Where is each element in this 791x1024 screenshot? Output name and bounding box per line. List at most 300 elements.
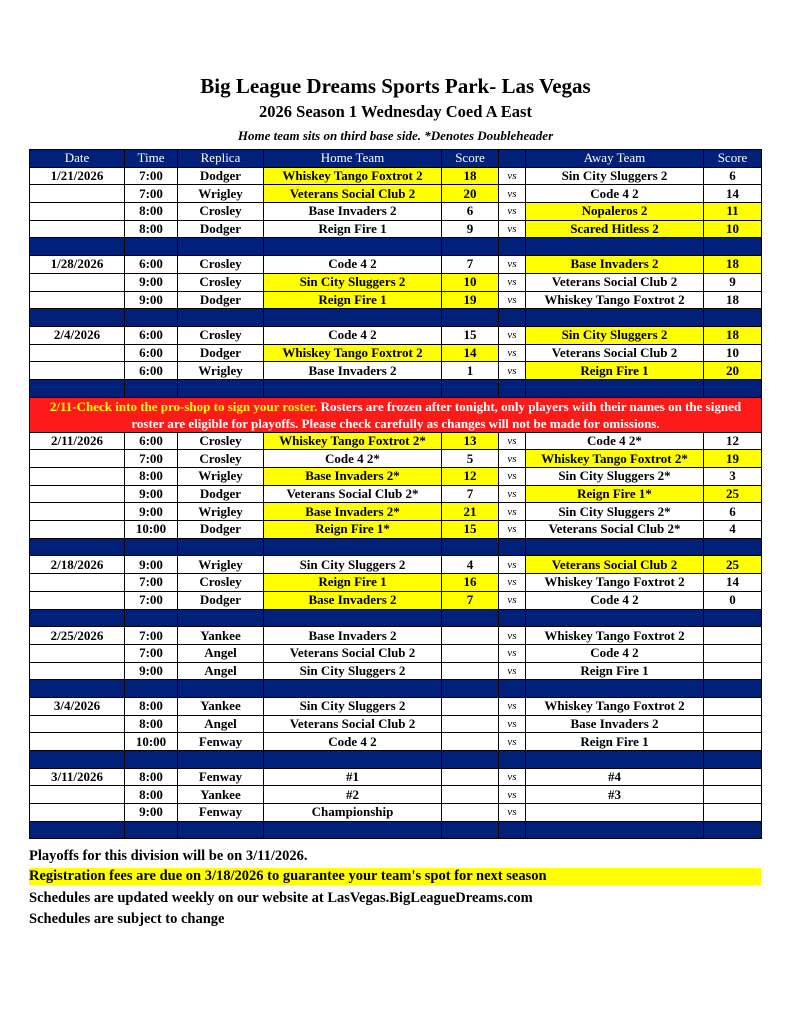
game-date-cell — [30, 362, 125, 380]
separator-cell — [30, 238, 125, 256]
game-time-cell: 7:00 — [125, 167, 178, 185]
separator-cell — [125, 238, 178, 256]
game-time-cell: 10:00 — [125, 521, 178, 539]
away-team-cell: Whiskey Tango Foxtrot 2* — [526, 450, 704, 468]
week-separator — [30, 609, 762, 627]
away-score-cell: 18 — [704, 291, 762, 309]
vs-cell: vs — [499, 326, 526, 344]
separator-cell — [125, 751, 178, 769]
vs-cell: vs — [499, 432, 526, 450]
separator-cell — [30, 379, 125, 397]
schedule-body — [30, 167, 762, 839]
game-date-cell: 3/11/2026 — [30, 768, 125, 786]
game-date-cell — [30, 521, 125, 539]
game-time-cell: 8:00 — [125, 768, 178, 786]
home-score-cell: 7 — [442, 485, 499, 503]
home-score-cell: 15 — [442, 326, 499, 344]
vs-cell: vs — [499, 291, 526, 309]
home-team-cell: Whiskey Tango Foxtrot 2 — [264, 344, 442, 362]
game-time-cell: 10:00 — [125, 733, 178, 751]
game-time-cell: 9:00 — [125, 273, 178, 291]
game-time-cell: 8:00 — [125, 220, 178, 238]
vs-cell: vs — [499, 273, 526, 291]
table-row — [30, 733, 762, 751]
home-score-cell: 9 — [442, 220, 499, 238]
replica-field-cell: Yankee — [178, 786, 264, 804]
week-separator — [30, 379, 762, 397]
replica-field-cell: Fenway — [178, 733, 264, 751]
separator-cell — [499, 680, 526, 698]
separator-cell — [178, 379, 264, 397]
replica-field-cell: Crosley — [178, 326, 264, 344]
away-score-cell: 3 — [704, 468, 762, 486]
roster-notice-row — [30, 397, 762, 432]
vs-cell: vs — [499, 644, 526, 662]
home-team-cell: Reign Fire 1 — [264, 220, 442, 238]
away-team-cell: Scared Hitless 2 — [526, 220, 704, 238]
separator-cell — [442, 821, 499, 839]
separator-cell — [264, 309, 442, 327]
away-team-cell: Base Invaders 2 — [526, 715, 704, 733]
separator-cell — [30, 538, 125, 556]
separator-cell — [499, 538, 526, 556]
vs-cell: vs — [499, 627, 526, 645]
separator-cell — [442, 309, 499, 327]
away-score-cell: 0 — [704, 591, 762, 609]
away-team-cell: Base Invaders 2 — [526, 256, 704, 274]
replica-field-cell: Fenway — [178, 768, 264, 786]
registration-note: Registration fees are due on 3/18/2026 to guarantee your team's spot for next season — [29, 868, 761, 885]
table-row — [30, 556, 762, 574]
home-team-cell: Whiskey Tango Foxtrot 2* — [264, 432, 442, 450]
week-separator — [30, 309, 762, 327]
home-team-cell: Reign Fire 1* — [264, 521, 442, 539]
replica-field-cell: Wrigley — [178, 362, 264, 380]
home-score-cell: 5 — [442, 450, 499, 468]
home-score-cell: 12 — [442, 468, 499, 486]
game-date-cell — [30, 503, 125, 521]
table-row — [30, 485, 762, 503]
table-row — [30, 715, 762, 733]
game-date-cell — [30, 450, 125, 468]
game-date-cell — [30, 291, 125, 309]
game-time-cell: 9:00 — [125, 804, 178, 822]
game-date-cell — [30, 185, 125, 203]
away-team-cell: Veterans Social Club 2 — [526, 273, 704, 291]
game-time-cell: 8:00 — [125, 203, 178, 221]
away-score-cell — [704, 733, 762, 751]
game-time-cell: 6:00 — [125, 256, 178, 274]
home-score-cell: 14 — [442, 344, 499, 362]
vs-cell: vs — [499, 715, 526, 733]
home-team-cell: Code 4 2 — [264, 256, 442, 274]
vs-cell: vs — [499, 362, 526, 380]
away-team-cell: Sin City Sluggers 2* — [526, 503, 704, 521]
away-team-cell: Whiskey Tango Foxtrot 2 — [526, 627, 704, 645]
away-score-cell — [704, 627, 762, 645]
game-date-cell: 2/11/2026 — [30, 432, 125, 450]
game-date-cell — [30, 662, 125, 680]
replica-field-cell: Crosley — [178, 450, 264, 468]
separator-cell — [442, 680, 499, 698]
home-score-cell: 15 — [442, 521, 499, 539]
home-team-cell: Sin City Sluggers 2 — [264, 556, 442, 574]
separator-cell — [178, 238, 264, 256]
away-team-cell: #3 — [526, 786, 704, 804]
separator-cell — [704, 751, 762, 769]
away-team-cell: Code 4 2 — [526, 591, 704, 609]
vs-cell: vs — [499, 768, 526, 786]
replica-field-cell: Crosley — [178, 574, 264, 592]
separator-cell — [704, 379, 762, 397]
replica-field-cell: Crosley — [178, 203, 264, 221]
game-time-cell: 6:00 — [125, 344, 178, 362]
week-separator — [30, 538, 762, 556]
table-row — [30, 167, 762, 185]
game-time-cell: 8:00 — [125, 786, 178, 804]
vs-cell: vs — [499, 733, 526, 751]
separator-cell — [264, 821, 442, 839]
game-date-cell — [30, 715, 125, 733]
home-score-cell: 7 — [442, 591, 499, 609]
game-date-cell — [30, 468, 125, 486]
replica-field-cell: Wrigley — [178, 468, 264, 486]
game-date-cell — [30, 485, 125, 503]
replica-field-cell: Dodger — [178, 344, 264, 362]
home-score-cell — [442, 786, 499, 804]
home-team-cell: Sin City Sluggers 2 — [264, 273, 442, 291]
away-score-cell — [704, 662, 762, 680]
away-score-cell: 14 — [704, 185, 762, 203]
separator-cell — [264, 379, 442, 397]
game-time-cell: 7:00 — [125, 591, 178, 609]
page-subtitle: 2026 Season 1 Wednesday Coed A East — [259, 102, 532, 121]
game-date-cell — [30, 591, 125, 609]
replica-field-cell: Yankee — [178, 697, 264, 715]
home-score-cell: 7 — [442, 256, 499, 274]
table-row — [30, 256, 762, 274]
away-score-cell: 18 — [704, 256, 762, 274]
home-score-cell — [442, 662, 499, 680]
separator-cell — [499, 751, 526, 769]
vs-cell: vs — [499, 450, 526, 468]
game-time-cell: 6:00 — [125, 362, 178, 380]
home-team-cell: #1 — [264, 768, 442, 786]
separator-cell — [704, 821, 762, 839]
game-date-cell — [30, 273, 125, 291]
table-row — [30, 450, 762, 468]
separator-cell — [30, 609, 125, 627]
away-team-cell: Reign Fire 1 — [526, 662, 704, 680]
separator-cell — [178, 821, 264, 839]
away-score-cell: 25 — [704, 485, 762, 503]
away-score-cell — [704, 715, 762, 733]
away-score-cell — [704, 768, 762, 786]
game-time-cell: 6:00 — [125, 432, 178, 450]
col-header-replica: Replica — [178, 150, 264, 168]
vs-cell: vs — [499, 697, 526, 715]
vs-cell: vs — [499, 485, 526, 503]
week-separator — [30, 751, 762, 769]
away-team-cell: Reign Fire 1 — [526, 733, 704, 751]
replica-field-cell: Dodger — [178, 167, 264, 185]
separator-cell — [442, 609, 499, 627]
home-team-cell: Veterans Social Club 2 — [264, 715, 442, 733]
game-time-cell: 7:00 — [125, 574, 178, 592]
away-team-cell: Sin City Sluggers 2 — [526, 326, 704, 344]
away-team-cell: Veterans Social Club 2 — [526, 556, 704, 574]
game-date-cell — [30, 733, 125, 751]
separator-cell — [704, 680, 762, 698]
game-date-cell: 3/4/2026 — [30, 697, 125, 715]
home-score-cell — [442, 697, 499, 715]
away-team-cell: Code 4 2* — [526, 432, 704, 450]
website-note: Schedules are updated weekly on our website at LasVegas.BigLeagueDreams.com — [29, 890, 533, 906]
separator-cell — [30, 309, 125, 327]
table-row — [30, 503, 762, 521]
game-time-cell: 8:00 — [125, 697, 178, 715]
separator-cell — [125, 821, 178, 839]
vs-cell: vs — [499, 556, 526, 574]
table-row — [30, 627, 762, 645]
replica-field-cell: Dodger — [178, 220, 264, 238]
col-header-date: Date — [30, 150, 125, 168]
separator-cell — [30, 821, 125, 839]
game-time-cell: 9:00 — [125, 662, 178, 680]
away-team-cell: Whiskey Tango Foxtrot 2 — [526, 291, 704, 309]
away-score-cell: 10 — [704, 220, 762, 238]
game-date-cell: 2/4/2026 — [30, 326, 125, 344]
game-time-cell: 7:00 — [125, 185, 178, 203]
table-row — [30, 220, 762, 238]
vs-cell: vs — [499, 804, 526, 822]
home-team-cell: Whiskey Tango Foxtrot 2 — [264, 167, 442, 185]
separator-cell — [264, 680, 442, 698]
vs-cell: vs — [499, 662, 526, 680]
separator-cell — [704, 609, 762, 627]
playoffs-note: Playoffs for this division will be on 3/11/2026. — [29, 848, 308, 864]
roster-notice-text: Rosters are frozen after tonight, only players with their names on the signed roster are eligible for playoffs. Please check carefully as changes will not be made for omissions. — [131, 398, 742, 431]
home-score-cell: 1 — [442, 362, 499, 380]
home-score-cell: 13 — [442, 432, 499, 450]
replica-field-cell: Fenway — [178, 804, 264, 822]
away-team-cell: Veterans Social Club 2 — [526, 344, 704, 362]
separator-cell — [704, 309, 762, 327]
vs-cell: vs — [499, 786, 526, 804]
replica-field-cell: Angel — [178, 662, 264, 680]
replica-field-cell: Crosley — [178, 432, 264, 450]
away-score-cell: 25 — [704, 556, 762, 574]
separator-cell — [526, 680, 704, 698]
table-row — [30, 697, 762, 715]
away-team-cell: Reign Fire 1* — [526, 485, 704, 503]
home-team-cell: Base Invaders 2 — [264, 362, 442, 380]
home-team-cell: Veterans Social Club 2 — [264, 644, 442, 662]
table-row — [30, 804, 762, 822]
table-row — [30, 662, 762, 680]
game-date-cell: 1/21/2026 — [30, 167, 125, 185]
page-title: Big League Dreams Sports Park- Las Vegas — [200, 74, 591, 98]
home-score-cell — [442, 627, 499, 645]
away-score-cell — [704, 697, 762, 715]
away-team-cell: Code 4 2 — [526, 644, 704, 662]
separator-cell — [178, 309, 264, 327]
vs-cell: vs — [499, 203, 526, 221]
game-time-cell: 7:00 — [125, 627, 178, 645]
separator-cell — [30, 680, 125, 698]
away-team-cell: #4 — [526, 768, 704, 786]
table-header-row — [30, 150, 762, 168]
game-time-cell: 9:00 — [125, 291, 178, 309]
replica-field-cell: Crosley — [178, 256, 264, 274]
home-score-cell: 20 — [442, 185, 499, 203]
table-row — [30, 291, 762, 309]
home-score-cell: 4 — [442, 556, 499, 574]
separator-cell — [526, 821, 704, 839]
table-row — [30, 574, 762, 592]
home-team-cell: Base Invaders 2 — [264, 203, 442, 221]
away-team-cell: Nopaleros 2 — [526, 203, 704, 221]
separator-cell — [526, 379, 704, 397]
home-team-cell: Code 4 2* — [264, 450, 442, 468]
separator-cell — [526, 609, 704, 627]
away-score-cell: 20 — [704, 362, 762, 380]
separator-cell — [264, 751, 442, 769]
home-team-cell: Veterans Social Club 2* — [264, 485, 442, 503]
schedule-table — [29, 149, 762, 839]
separator-cell — [264, 238, 442, 256]
separator-cell — [704, 538, 762, 556]
home-score-cell — [442, 768, 499, 786]
game-time-cell: 9:00 — [125, 503, 178, 521]
table-row — [30, 362, 762, 380]
away-team-cell: Whiskey Tango Foxtrot 2 — [526, 697, 704, 715]
week-separator — [30, 680, 762, 698]
away-score-cell: 6 — [704, 503, 762, 521]
game-time-cell: 8:00 — [125, 715, 178, 733]
separator-cell — [442, 238, 499, 256]
home-team-cell: Sin City Sluggers 2 — [264, 697, 442, 715]
away-score-cell: 11 — [704, 203, 762, 221]
vs-cell: vs — [499, 185, 526, 203]
home-team-cell: Code 4 2 — [264, 733, 442, 751]
disclaimer-note: Schedules are subject to change — [29, 911, 225, 927]
table-row — [30, 432, 762, 450]
replica-field-cell: Dodger — [178, 521, 264, 539]
home-team-cell: Base Invaders 2 — [264, 627, 442, 645]
table-row — [30, 591, 762, 609]
separator-cell — [125, 680, 178, 698]
table-row — [30, 344, 762, 362]
separator-cell — [499, 379, 526, 397]
week-separator — [30, 238, 762, 256]
home-team-cell: Veterans Social Club 2 — [264, 185, 442, 203]
separator-cell — [178, 538, 264, 556]
separator-cell — [125, 609, 178, 627]
vs-cell: vs — [499, 521, 526, 539]
col-header-away-team: Away Team — [526, 150, 704, 168]
game-date-cell: 2/18/2026 — [30, 556, 125, 574]
table-row — [30, 468, 762, 486]
game-time-cell: 9:00 — [125, 556, 178, 574]
separator-cell — [178, 751, 264, 769]
col-header-away-score: Score — [704, 150, 762, 168]
game-date-cell — [30, 344, 125, 362]
away-score-cell: 12 — [704, 432, 762, 450]
separator-cell — [499, 309, 526, 327]
away-team-cell — [526, 804, 704, 822]
separator-cell — [526, 751, 704, 769]
home-score-cell: 18 — [442, 167, 499, 185]
away-score-cell: 19 — [704, 450, 762, 468]
table-row — [30, 185, 762, 203]
replica-field-cell: Wrigley — [178, 503, 264, 521]
separator-cell — [442, 538, 499, 556]
away-score-cell: 6 — [704, 167, 762, 185]
vs-cell: vs — [499, 167, 526, 185]
home-team-cell: Championship — [264, 804, 442, 822]
page-note: Home team sits on third base side. *Denotes Doubleheader — [237, 128, 554, 143]
table-row — [30, 521, 762, 539]
separator-cell — [499, 238, 526, 256]
away-team-cell: Sin City Sluggers 2* — [526, 468, 704, 486]
home-score-cell: 6 — [442, 203, 499, 221]
away-score-cell: 9 — [704, 273, 762, 291]
replica-field-cell: Wrigley — [178, 556, 264, 574]
separator-cell — [178, 609, 264, 627]
home-score-cell: 19 — [442, 291, 499, 309]
separator-cell — [442, 379, 499, 397]
away-team-cell: Whiskey Tango Foxtrot 2 — [526, 574, 704, 592]
table-row — [30, 786, 762, 804]
table-row — [30, 768, 762, 786]
table-row — [30, 203, 762, 221]
table-row — [30, 644, 762, 662]
separator-cell — [264, 538, 442, 556]
roster-notice — [30, 397, 762, 432]
separator-cell — [125, 538, 178, 556]
separator-cell — [125, 309, 178, 327]
separator-cell — [125, 379, 178, 397]
home-team-cell: Code 4 2 — [264, 326, 442, 344]
vs-cell: vs — [499, 591, 526, 609]
replica-field-cell: Crosley — [178, 273, 264, 291]
game-date-cell — [30, 220, 125, 238]
roster-notice-lead: 2/11-Check into the pro-shop to sign your roster. — [49, 398, 318, 414]
replica-field-cell: Angel — [178, 715, 264, 733]
away-score-cell — [704, 804, 762, 822]
game-date-cell — [30, 804, 125, 822]
away-team-cell: Sin City Sluggers 2 — [526, 167, 704, 185]
game-date-cell: 1/28/2026 — [30, 256, 125, 274]
game-time-cell: 7:00 — [125, 450, 178, 468]
home-score-cell — [442, 733, 499, 751]
col-header-time: Time — [125, 150, 178, 168]
away-team-cell: Code 4 2 — [526, 185, 704, 203]
away-score-cell: 14 — [704, 574, 762, 592]
replica-field-cell: Dodger — [178, 485, 264, 503]
away-score-cell: 4 — [704, 521, 762, 539]
table-row — [30, 273, 762, 291]
separator-cell — [178, 680, 264, 698]
col-header-vs — [499, 150, 526, 168]
game-date-cell — [30, 203, 125, 221]
game-date-cell — [30, 574, 125, 592]
away-team-cell: Veterans Social Club 2* — [526, 521, 704, 539]
away-score-cell — [704, 786, 762, 804]
replica-field-cell: Dodger — [178, 591, 264, 609]
home-team-cell: Base Invaders 2* — [264, 503, 442, 521]
